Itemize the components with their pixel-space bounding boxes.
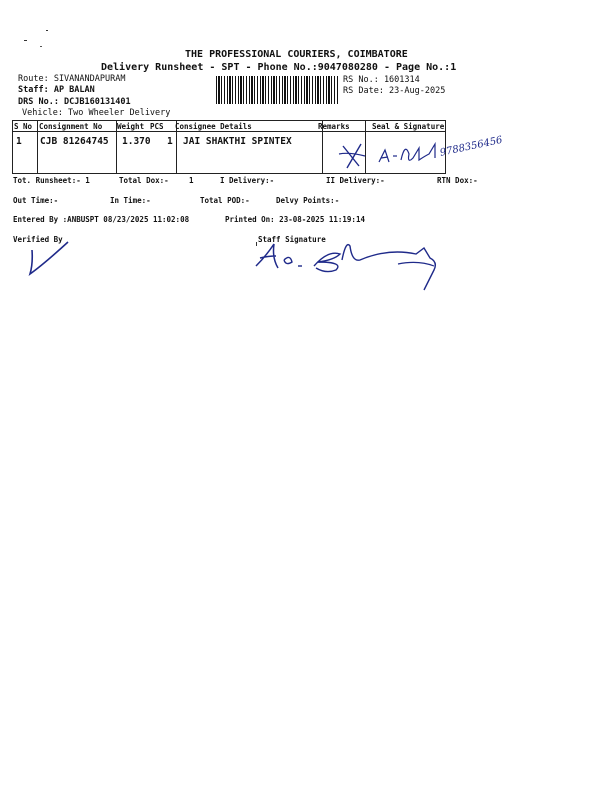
scan-speck xyxy=(46,30,48,31)
col-header-sno: S No xyxy=(14,122,33,131)
verified-by-label: Verified By xyxy=(13,235,63,244)
col-header-pcs: PCS xyxy=(150,122,164,131)
company-title: THE PROFESSIONAL COURIERS, COIMBATORE xyxy=(185,49,408,60)
col-header-consignment: Consignment No xyxy=(39,122,103,131)
printed-on: Printed On: 23-08-2025 11:19:14 xyxy=(225,215,365,224)
row-weight: 1.370 xyxy=(122,136,151,147)
col-header-consignee: Consignee Details xyxy=(175,122,252,131)
rtn-dox: RTN Dox:- xyxy=(437,176,478,185)
route-label: Route: SIVANANDAPURAM xyxy=(18,74,126,84)
total-dox-label: Total Dox:- xyxy=(119,176,169,185)
col-header-remarks: Remarks xyxy=(318,122,350,131)
tot-runsheet: Tot. Runsheet:- 1 xyxy=(13,176,90,185)
row-consignee: JAI SHAKTHI SPINTEX xyxy=(183,136,292,147)
row-sno: 1 xyxy=(16,136,22,147)
staff-signature-label: Staff Signature xyxy=(258,235,326,244)
vehicle-label: Vehicle: Two Wheeler Delivery xyxy=(22,108,171,118)
staff-signature xyxy=(248,236,448,296)
entered-by: Entered By :ANBUSPT 08/23/2025 11:02:08 xyxy=(13,215,190,224)
scan-speck xyxy=(40,46,42,47)
col-header-seal-signature: Seal & Signature xyxy=(372,122,445,131)
row-consignment-no: CJB 81264745 xyxy=(40,136,109,147)
total-pod: Total POD:- xyxy=(200,196,250,205)
staff-label: Staff: AP BALAN xyxy=(18,85,95,95)
scan-speck xyxy=(24,40,27,41)
drs-number: DRS No.: DCJB160131401 xyxy=(18,97,131,107)
verified-check-mark xyxy=(18,236,78,286)
runsheet-subtitle: Delivery Runsheet - SPT - Phone No.:9047080280 - Page No.:1 xyxy=(101,62,457,73)
in-time: In Time:- xyxy=(110,196,151,205)
col-header-weight: Weight xyxy=(117,122,145,131)
handwritten-phone: 9788356456 xyxy=(439,134,504,159)
delvy-points: Delvy Points:- xyxy=(276,196,340,205)
rs-date: RS Date: 23-Aug-2025 xyxy=(343,86,446,96)
ii-delivery: II Delivery:- xyxy=(326,176,385,185)
rs-number: RS No.: 1601314 xyxy=(343,75,420,85)
i-delivery: I Delivery:- xyxy=(220,176,275,185)
row-pcs: 1 xyxy=(167,136,173,147)
barcode xyxy=(216,76,338,104)
signature-tick xyxy=(256,242,257,246)
total-dox-value: 1 xyxy=(189,176,194,185)
out-time: Out Time:- xyxy=(13,196,59,205)
